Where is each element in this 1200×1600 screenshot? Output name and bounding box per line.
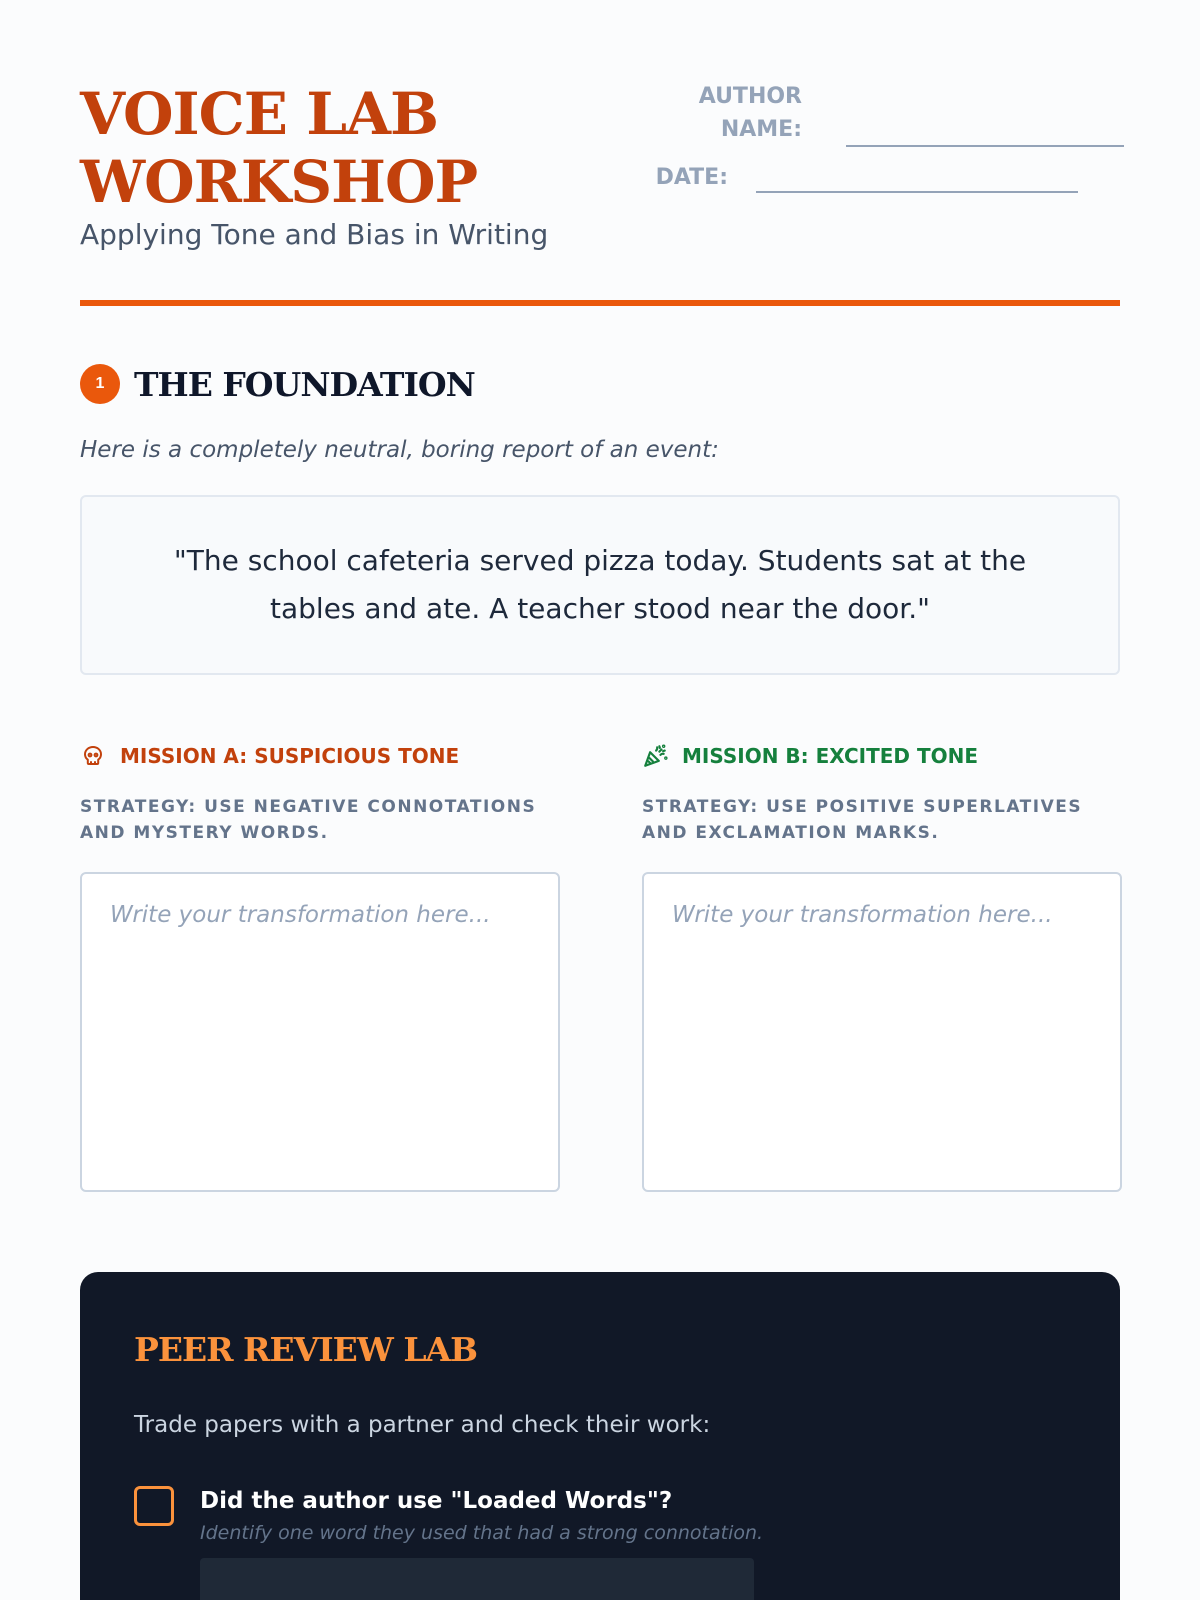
neutral-report-box — [80, 495, 1120, 675]
loaded-words-answer-field[interactable] — [200, 1558, 754, 1600]
header-divider — [80, 300, 1120, 306]
date-line[interactable] — [756, 191, 1078, 193]
title-line-2: WORKSHOP — [80, 148, 478, 216]
peer-review-title: PEER REVIEW LAB — [134, 1330, 478, 1369]
author-name-label: AUTHOR NAME: — [698, 84, 802, 142]
title-line-1: VOICE LAB — [80, 80, 439, 148]
peer-review-panel — [80, 1272, 1120, 1600]
party-popper-icon — [642, 743, 668, 769]
mission-b-answer-field[interactable] — [642, 872, 1122, 1192]
author-name-line[interactable] — [846, 145, 1124, 147]
skull-icon — [80, 743, 106, 769]
mission-a-title: MISSION A: SUSPICIOUS TONE — [120, 744, 460, 768]
loaded-words-question: Did the author use "Loaded Words"? — [200, 1488, 673, 1514]
mission-a-strategy: STRATEGY: USE NEGATIVE CONNOTATIONS AND MYSTERY WORDS. — [80, 797, 537, 843]
section-title: THE FOUNDATION — [134, 365, 475, 404]
worksheet-title — [80, 80, 600, 216]
date-label: DATE: — [655, 165, 728, 190]
mission-b-strategy: STRATEGY: USE POSITIVE SUPERLATIVES AND EXCLAMATION MARKS. — [642, 797, 1083, 843]
loaded-words-hint: Identify one word they used that had a strong connotation. — [200, 1522, 764, 1544]
mission-b-title: MISSION B: EXCITED TONE — [682, 744, 979, 768]
neutral-report-text: "The school cafeteria served pizza today. Students sat at the tables and ate. A teacher stood near the door." — [173, 544, 1027, 625]
mission-a-answer-field[interactable] — [80, 872, 560, 1192]
loaded-words-checkbox[interactable] — [134, 1486, 174, 1526]
mission-a — [80, 740, 560, 846]
step-number-badge: 1 — [80, 364, 120, 404]
worksheet-subtitle: Applying Tone and Bias in Writing — [80, 218, 549, 251]
mission-b — [642, 740, 1122, 846]
peer-review-intro: Trade papers with a partner and check their work: — [134, 1412, 711, 1438]
foundation-intro: Here is a completely neutral, boring report of an event: — [80, 437, 719, 463]
